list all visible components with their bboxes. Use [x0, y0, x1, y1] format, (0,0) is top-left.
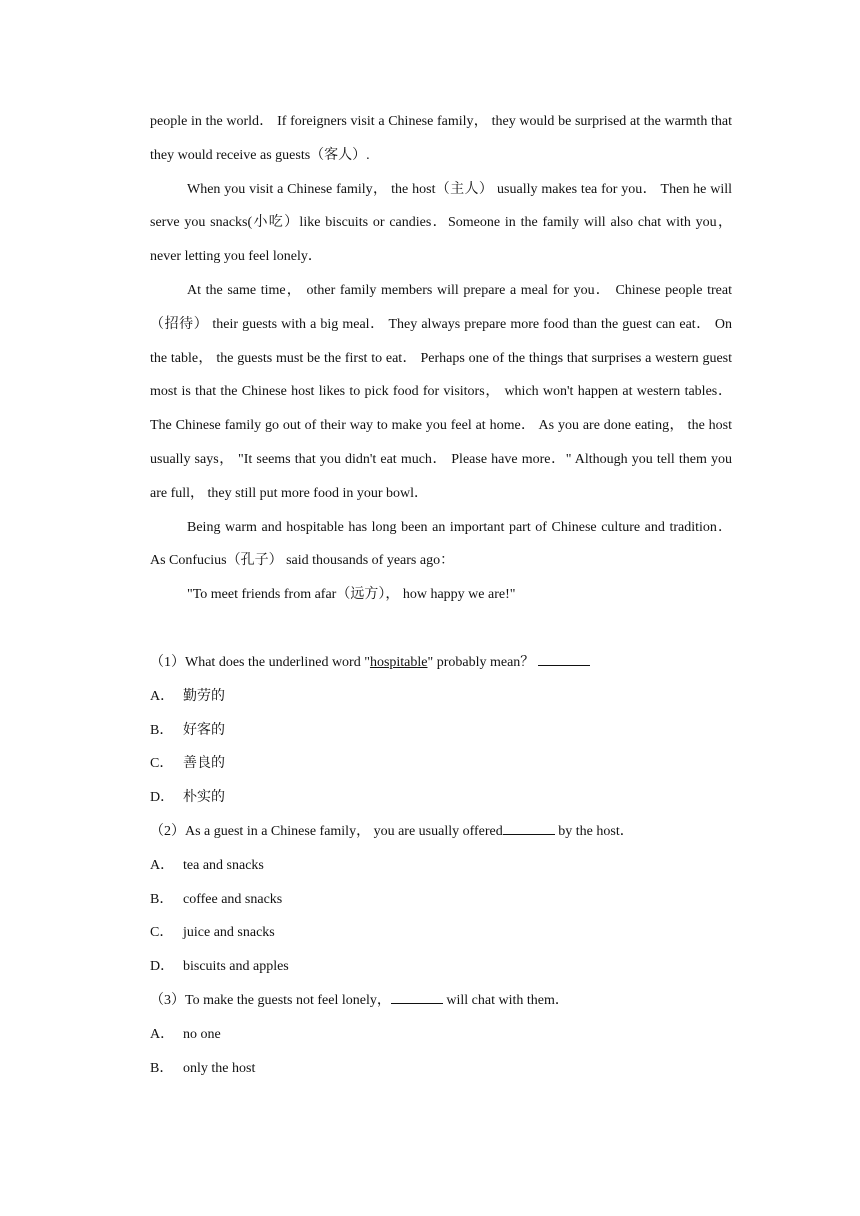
answer-blank[interactable]: [538, 653, 590, 666]
option-item[interactable]: [150, 680, 732, 714]
option-text: biscuits and apples: [183, 959, 289, 975]
option-text: 好客的: [183, 722, 225, 738]
option-item[interactable]: [150, 1052, 732, 1086]
option-text: no one: [183, 1026, 221, 1042]
option-item[interactable]: [150, 950, 732, 984]
option-item[interactable]: [150, 714, 732, 748]
passage-paragraph-4: Being warm and hospitable has long been an important part of Chinese culture and tradition． As Confucius（孔子） said thousands of years ago：: [150, 519, 732, 569]
option-text: 善良的: [183, 756, 225, 772]
passage-paragraph-3: At the same time， other family members will prepare a meal for you． Chinese people treat（招待） their guests with a big meal． They always prepare more food than the guest can eat． On the table， the guests must be the first to eat． Perhaps one of the things that surprises a western guest most is that the Chinese host likes to pick food for visitors， which won't happen at western tables． The Chinese family go out of their way to make you feel at home． As you are done eating， the host usually says， "It seems that you didn't eat much． Please have more．" Although you tell them you are full， they still put more food in your bowl．: [150, 282, 732, 501]
option-text: only the host: [183, 1060, 256, 1076]
question-list: [150, 646, 732, 1085]
answer-blank[interactable]: [391, 991, 443, 1004]
question-1-suffix: " probably mean？: [427, 654, 535, 670]
question-2-suffix: by the host．: [554, 823, 634, 839]
option-letter: B．: [150, 722, 174, 738]
option-item[interactable]: [150, 1018, 732, 1052]
option-letter: A．: [150, 1026, 175, 1042]
option-item[interactable]: [150, 781, 732, 815]
option-text: 勤劳的: [183, 688, 225, 704]
option-letter: A．: [150, 688, 175, 704]
option-text: tea and snacks: [183, 857, 264, 873]
passage-paragraph-1: people in the world． If foreigners visit a Chinese family， they would be surprised at the warmth that they would receive as guests（客人）.: [150, 114, 732, 163]
answer-blank[interactable]: [503, 822, 555, 835]
option-letter: A．: [150, 857, 175, 873]
option-letter: D．: [150, 790, 175, 806]
option-letter: C．: [150, 756, 174, 772]
reading-passage: [150, 105, 732, 612]
option-letter: D．: [150, 959, 175, 975]
option-letter: B．: [150, 891, 174, 907]
option-text: coffee and snacks: [183, 891, 283, 907]
option-text: juice and snacks: [183, 925, 275, 941]
option-item[interactable]: [150, 883, 732, 917]
question-3-stem: [150, 984, 732, 1018]
option-letter: C．: [150, 925, 174, 941]
question-1-prefix: （1）What does the underlined word ": [150, 654, 370, 670]
question-3-suffix: will chat with them．: [442, 992, 569, 1008]
question-2-prefix: （2）As a guest in a Chinese family， you are usually offered: [150, 823, 503, 839]
option-letter: B．: [150, 1060, 174, 1076]
question-3-prefix: （3）To make the guests not feel lonely，: [150, 992, 391, 1008]
question-2-stem: [150, 815, 732, 849]
option-item[interactable]: [150, 849, 732, 883]
question-1-stem: [150, 646, 732, 680]
option-item[interactable]: [150, 916, 732, 950]
passage-paragraph-2: When you visit a Chinese family， the host（主人） usually makes tea for you． Then he will serve you snacks(小吃）like biscuits or candies．Someone in the family will also chat with you， never letting you feel lonely．: [150, 181, 732, 265]
passage-quote: "To meet friends from afar（远方）， how happy we are!": [187, 587, 516, 603]
underlined-word: hospitable: [369, 654, 428, 670]
option-text: 朴实的: [183, 790, 225, 806]
option-item[interactable]: [150, 747, 732, 781]
worksheet-page: [150, 105, 732, 1085]
